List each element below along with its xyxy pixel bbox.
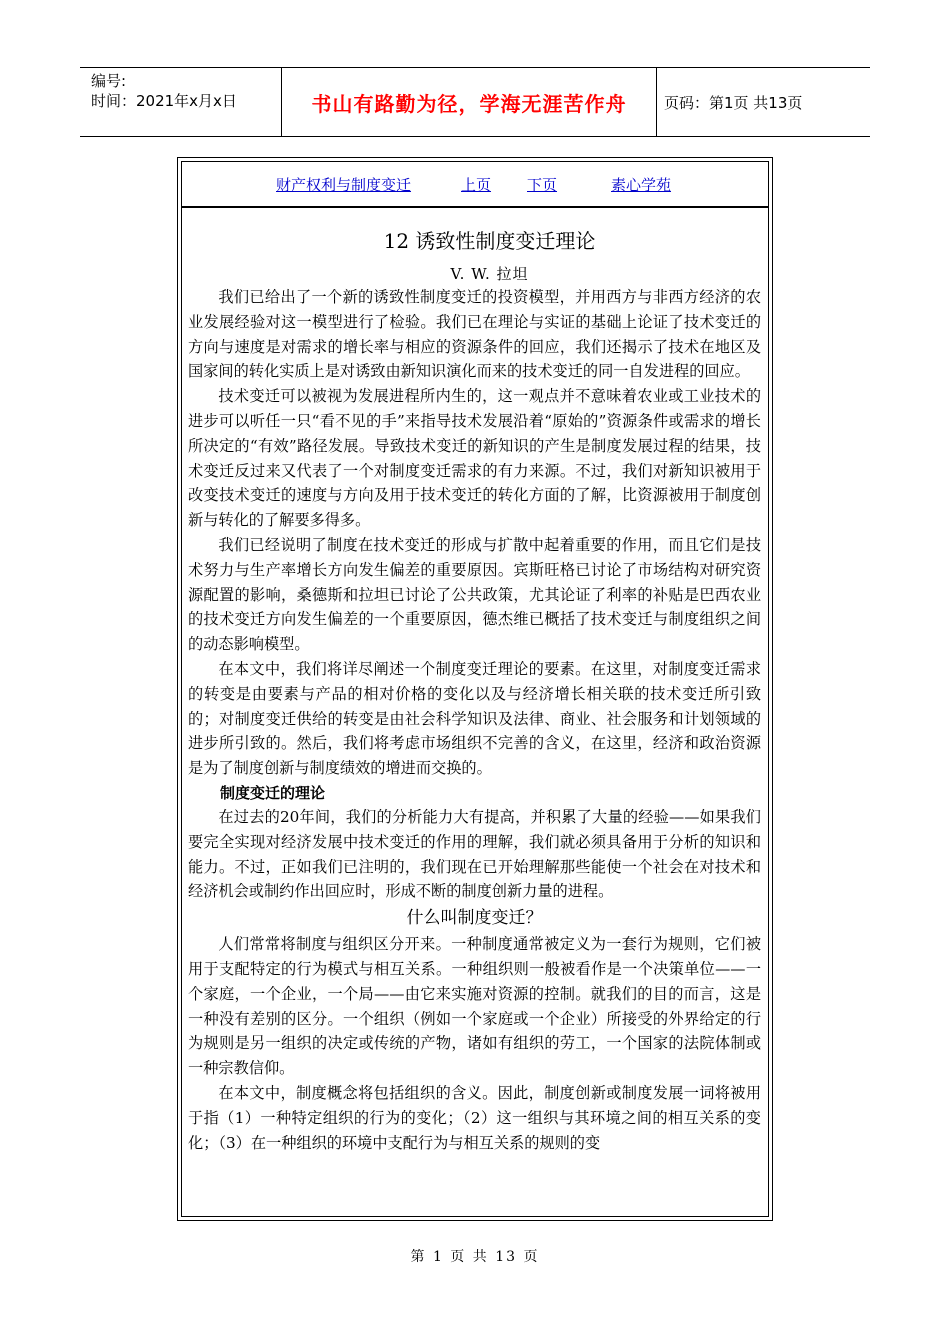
subsection-heading: 什么叫制度变迁？: [406, 908, 543, 929]
paragraph: 我们已给出了一个新的诱致性制度变迁的投资模型，并用西方与非西方经济的农业发展经验对这一模型进行了检验。我们已在理论与实证的基础上论证了技术变迁的方向与速度是对需求的增长率与相应的资源条件的回应，我们还揭示了技术在地区及国家间的转化实质上是对诱致由新知识演化而来的技术变迁的同一自发进程的回应。: [188, 288, 761, 381]
content-inner-frame: [181, 161, 769, 1217]
article-body: [182, 228, 768, 1155]
next-page-link[interactable]: 下页: [527, 175, 558, 194]
article-author: V. W. 拉坦: [450, 265, 529, 283]
book-link[interactable]: 财产权利与制度变迁: [276, 175, 412, 194]
prev-page-link[interactable]: 上页: [461, 175, 492, 194]
paragraph: 在过去的20年间，我们的分析能力大有提高，并积累了大量的经验——如果我们要完全实现对经济发展中技术变迁的作用的理解，我们就必须具备用于分析的知识和能力。不过，正如我们已注明的，我们现在已开始理解那些能使一个社会在对技术和经济机会或制约作出回应时，形成不断的制度创新力量的进程。: [188, 807, 761, 901]
site-link[interactable]: 素心学苑: [611, 175, 672, 194]
header-table: [80, 67, 870, 137]
date-label: 时间：2021年x月x日: [91, 92, 237, 110]
serial-label: 编号:: [91, 72, 127, 90]
nav-bar: [182, 162, 768, 208]
section-heading: 制度变迁的理论: [220, 783, 326, 802]
header-motto: 书山有路勤为径，学海无涯苦作舟: [282, 68, 657, 136]
page-footer: 第 1 页 共 13 页: [410, 1249, 540, 1265]
article-title: 12 诱致性制度变迁理论: [383, 229, 596, 253]
paragraph: 在本文中，制度概念将包括组织的含义。因此，制度创新或制度发展一词将被用于指（1）一种特定组织的行为的变化；（2）这一组织与其环境之间的相互关系的变化；（3）在一种组织的环境中支配行为与相互关系的规则的变: [188, 1083, 761, 1152]
header-meta: [80, 68, 282, 136]
header-page-info: 页码：第1页 共13页: [664, 93, 803, 112]
content-frame: [177, 157, 773, 1221]
paragraph: 我们已经说明了制度在技术变迁的形成与扩散中起着重要的作用，而且它们是技术努力与生产率增长方向发生偏差的重要原因。宾斯旺格已讨论了市场结构对研究资源配置的影响，桑德斯和拉坦已讨论了公共政策，尤其论证了利率的补贴是巴西农业的技术变迁方向发生偏差的一个重要原因，德杰维已概括了技术变迁与制度组织之间的动态影响模型。: [188, 535, 761, 654]
paragraph: 在本文中，我们将详尽阐述一个制度变迁理论的要素。在这里，对制度变迁需求的转变是由要素与产品的相对价格的变化以及与经济增长相关联的技术变迁所引致的；对制度变迁供给的转变是由社会科学知识及法律、商业、社会服务和计划领域的进步所引致的。然后，我们将考虑市场组织不完善的含义，在这里，经济和政治资源是为了制度创新与制度绩效的增进而交换的。: [188, 659, 761, 778]
paragraph: 技术变迁可以被视为发展进程所内生的，这一观点并不意味着农业或工业技术的进步可以听任一只“看不见的手”来指导技术发展沿着“原始的”资源条件或需求的增长所决定的“有效”路径发展。导致技术变迁的新知识的产生是制度发展过程的结果，技术变迁反过来又代表了一个对制度变迁需求的有力来源。不过，我们对新知识被用于改变技术变迁的速度与方向及用于技术变迁的转化方面的了解，比资源被用于制度创新与转化的了解要多得多。: [188, 387, 761, 530]
paragraph: 人们常常将制度与组织区分开来。一种制度通常被定义为一套行为规则，它们被用于支配特定的行为模式与相互关系。一种组织则一般被看作是一个决策单位——一个家庭，一个企业，一个局——由它来实施对资源的控制。就我们的目的而言，这是一种没有差别的区分。一个组织（例如一个家庭或一个企业）所接受的外界给定的行为规则是另一组织的决定或传统的产物，诸如有组织的劳工，一个国家的法院体制或一种宗教信仰。: [188, 935, 761, 1078]
